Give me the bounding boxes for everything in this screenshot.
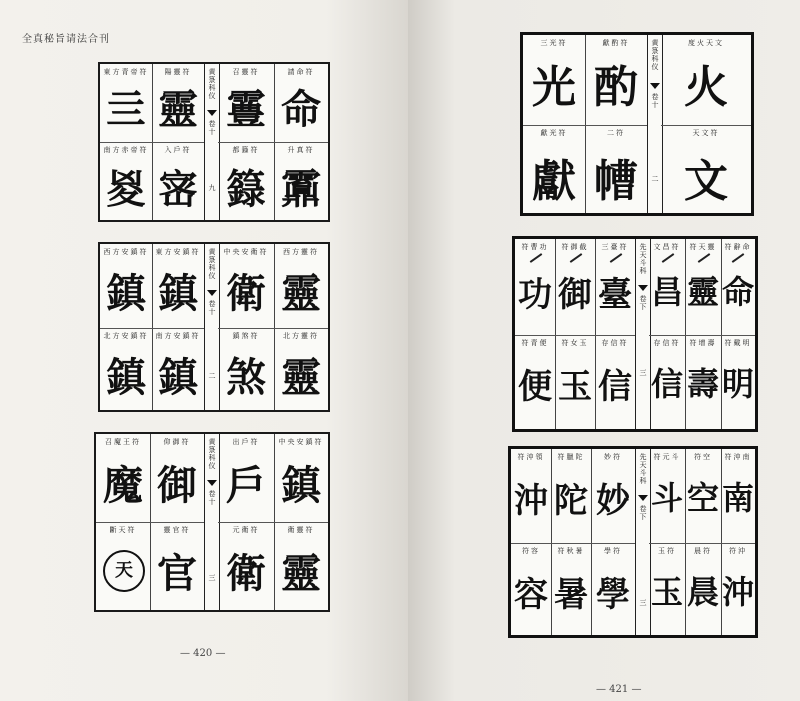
divider: [555, 335, 595, 336]
talisman-label: 鎮煞符: [232, 332, 260, 340]
talisman-label: 東方安鎮符: [155, 248, 201, 256]
talisman-label: 符御截: [561, 243, 589, 251]
brush-tick: [570, 253, 583, 263]
talisman-label: 符空: [694, 453, 712, 461]
divider: [274, 142, 328, 143]
divider: [551, 543, 591, 544]
divider: [595, 335, 635, 336]
talisman-glyph: 御: [558, 275, 592, 315]
talisman-glyph: 籙: [226, 166, 266, 213]
talisman-label: 玉符: [658, 547, 676, 555]
talisman-glyph: 文: [684, 156, 728, 207]
talisman-label: 晨符: [694, 547, 712, 555]
talisman-label: 北方靈符: [283, 332, 319, 340]
talisman-label: 仰御符: [163, 438, 191, 446]
talisman-glyph: 陀: [554, 481, 588, 521]
talisman-glyph: 沖: [721, 573, 755, 611]
talisman-label: 召魔王符: [105, 438, 141, 446]
spine-mark-text: 九: [208, 184, 216, 192]
talisman-glyph: 功: [518, 275, 552, 315]
talisman-label: 獻光符: [540, 129, 568, 137]
talisman-label: 二符: [607, 129, 625, 137]
talisman-label: 東方青帝符: [103, 68, 149, 76]
talisman-label: 北方安鎮符: [103, 332, 149, 340]
running-title: 全真秘旨请法合刊: [22, 34, 110, 45]
divider: [591, 543, 635, 544]
divider: [649, 335, 685, 336]
divider: [274, 522, 328, 523]
divider: [218, 328, 274, 329]
fish-tail-mark: [638, 285, 648, 291]
spine-mark-text: 三: [639, 369, 647, 377]
talisman-label: 妙符: [604, 453, 622, 461]
divider: [218, 522, 274, 523]
divider: [100, 142, 152, 143]
spine-title: 先天斗科: [639, 243, 647, 275]
talisman-glyph: 衛: [226, 270, 266, 317]
divider: [721, 335, 755, 336]
talisman-panel: [98, 62, 330, 222]
talisman-label: 三光符: [540, 39, 568, 47]
fish-tail-mark: [638, 495, 648, 501]
talisman-label: 文昌符: [653, 243, 681, 251]
talisman-glyph: 南: [721, 479, 755, 517]
brush-tick: [698, 253, 711, 263]
talisman-glyph: 靈: [281, 354, 321, 401]
talisman-label: 存信符: [653, 339, 681, 347]
spine-volume: 卷十: [208, 490, 216, 506]
talisman-glyph: 信: [598, 367, 632, 407]
talisman-column: [218, 244, 275, 410]
talisman-label: 元衛符: [232, 526, 260, 534]
talisman-column: [551, 449, 592, 635]
talisman-column: [511, 449, 552, 635]
page-number: — 421 —: [596, 684, 642, 695]
talisman-label: 南方赤帝符: [103, 146, 149, 154]
talisman-column: [150, 434, 205, 610]
talisman-column: [274, 434, 328, 610]
talisman-glyph: 容: [514, 575, 548, 615]
talisman-label: 符天靈: [689, 243, 717, 251]
talisman-label: 符元斗: [653, 453, 681, 461]
talisman-label: 西方安鎮符: [103, 248, 149, 256]
talisman-label: 符沖: [729, 547, 747, 555]
talisman-label: 符增壽: [689, 339, 717, 347]
talisman-column: [218, 64, 275, 220]
talisman-glyph: 臺: [598, 275, 632, 315]
spine-volume: 卷下: [639, 505, 647, 521]
talisman-label: 陽靈符: [164, 68, 192, 76]
talisman-label: 符戴明: [724, 339, 752, 347]
divider: [511, 543, 551, 544]
talisman-label: 存信符: [601, 339, 629, 347]
talisman-glyph: 鎮: [106, 354, 146, 401]
talisman-glyph: 靈: [281, 550, 321, 597]
talisman-label: 符秋暑: [557, 547, 585, 555]
talisman-column: [555, 239, 596, 429]
talisman-label: 獻酌符: [602, 39, 630, 47]
talisman-glyph: 玉: [558, 367, 592, 407]
talisman-column: [595, 239, 636, 429]
talisman-label: 西方靈符: [283, 248, 319, 256]
talisman-label: 請命符: [287, 68, 315, 76]
spine-title: 黄箓科仪: [651, 39, 659, 71]
talisman-label: 靈官符: [163, 526, 191, 534]
page-number: — 420 —: [180, 648, 226, 659]
talisman-glyph: 㚇: [106, 166, 146, 213]
talisman-column: [649, 449, 686, 635]
talisman-glyph: 靈: [158, 86, 198, 133]
divider: [661, 125, 751, 126]
talisman-glyph: 明: [721, 365, 755, 403]
brush-tick: [530, 253, 543, 263]
talisman-glyph: 學: [596, 575, 630, 615]
talisman-label: 符辭命: [724, 243, 752, 251]
talisman-column: [100, 244, 153, 410]
talisman-column: [685, 239, 722, 429]
talisman-column: [685, 449, 722, 635]
divider: [150, 522, 204, 523]
talisman-column: [152, 64, 205, 220]
spine-mark-text: 三: [208, 574, 216, 582]
talisman-column: [649, 239, 686, 429]
talisman-glyph: 御: [157, 462, 197, 509]
fish-tail-mark: [207, 110, 217, 116]
spine-volume: 卷下: [639, 295, 647, 311]
talisman-glyph: 暑: [554, 575, 588, 615]
talisman-column: [274, 64, 328, 220]
divider: [96, 522, 150, 523]
brush-tick: [610, 253, 623, 263]
talisman-column: [721, 449, 755, 635]
spine-volume: 卷十: [651, 93, 659, 109]
talisman-glyph: 鎮: [158, 354, 198, 401]
talisman-glyph: 鎮: [158, 270, 198, 317]
spine-mark-text: 三: [639, 599, 647, 607]
talisman-glyph: 信: [650, 365, 684, 403]
talisman-label: 都籙符: [232, 146, 260, 154]
talisman-label: 召靈符: [232, 68, 260, 76]
talisman-column: [152, 244, 205, 410]
talisman-glyph: 䨶: [281, 166, 321, 213]
divider: [152, 328, 204, 329]
talisman-glyph: 鎮: [281, 462, 321, 509]
talisman-glyph: 玉: [650, 573, 684, 611]
talisman-label: 南方安鎮符: [155, 332, 201, 340]
talisman-glyph: 鎮: [106, 270, 146, 317]
talisman-glyph: 霻: [226, 86, 266, 133]
talisman-column: [721, 239, 755, 429]
talisman-glyph: 火: [684, 62, 728, 113]
talisman-label: 符青便: [521, 339, 549, 347]
talisman-label: 三臺符: [601, 243, 629, 251]
talisman-glyph: 昌: [650, 273, 684, 311]
talisman-label: 符沖領: [517, 453, 545, 461]
divider: [218, 142, 274, 143]
talisman-glyph: 命: [721, 273, 755, 311]
talisman-label: 天文符: [692, 129, 720, 137]
talisman-glyph: 戶: [226, 462, 266, 509]
talisman-label: 符容: [522, 547, 540, 555]
talisman-panel: [520, 32, 754, 216]
talisman-glyph: 靈: [281, 270, 321, 317]
talisman-panel: [512, 236, 758, 432]
talisman-column: [523, 35, 586, 213]
talisman-glyph: 宻: [158, 166, 198, 213]
fish-tail-mark: [650, 83, 660, 89]
talisman-glyph: 壽: [686, 365, 720, 403]
talisman-label: 升真符: [287, 146, 315, 154]
talisman-glyph: 煞: [226, 354, 266, 401]
talisman-panel: [98, 242, 330, 412]
divider: [585, 125, 647, 126]
talisman-label: 中央安衛符: [223, 248, 269, 256]
talisman-label: 衛靈符: [287, 526, 315, 534]
talisman-glyph: 妙: [596, 481, 630, 521]
talisman-column: [274, 244, 328, 410]
talisman-label: 符沖南: [724, 453, 752, 461]
spine-mark-text: 二: [208, 372, 216, 380]
talisman-glyph: 靈: [686, 273, 720, 311]
talisman-panel: [508, 446, 758, 638]
talisman-glyph: 命: [281, 86, 321, 133]
talisman-glyph: 衛: [226, 550, 266, 597]
brush-tick: [732, 253, 745, 263]
fish-tail-mark: [207, 290, 217, 296]
spine-title: 黄箓科仪: [208, 68, 216, 100]
spine-title: 黄箓科仪: [208, 248, 216, 280]
divider: [523, 125, 585, 126]
spine-mark-text: 二: [651, 175, 659, 183]
talisman-column: [661, 35, 751, 213]
divider: [721, 543, 755, 544]
divider: [274, 328, 328, 329]
talisman-label: 符女玉: [561, 339, 589, 347]
talisman-glyph: 空: [686, 479, 720, 517]
talisman-column: [591, 449, 636, 635]
talisman-label: 中央安鎮符: [278, 438, 324, 446]
talisman-column: [585, 35, 648, 213]
divider: [649, 543, 685, 544]
talisman-glyph: 魔: [103, 462, 143, 509]
talisman-glyph: 獻: [532, 156, 576, 207]
talisman-glyph: 㡟: [594, 156, 638, 207]
talisman-glyph: 酌: [594, 62, 638, 113]
talisman-label: 學符: [604, 547, 622, 555]
talisman-column: [218, 434, 275, 610]
divider: [685, 335, 721, 336]
fish-tail-mark: [207, 480, 217, 486]
talisman-glyph: 官: [157, 550, 197, 597]
spine-title: 黄箓科仪: [208, 438, 216, 470]
talisman-label: 度火天文: [688, 39, 724, 47]
talisman-glyph: 便: [518, 367, 552, 407]
talisman-glyph: 光: [532, 62, 576, 113]
talisman-label: 符臘陀: [557, 453, 585, 461]
talisman-label: 出戶符: [232, 438, 260, 446]
brush-tick: [662, 253, 675, 263]
spine-volume: 卷十: [208, 300, 216, 316]
talisman-glyph: 晨: [686, 573, 720, 611]
circular-seal-talisman: 天: [103, 550, 145, 592]
spine-volume: 卷十: [208, 120, 216, 136]
talisman-glyph: 斗: [650, 479, 684, 517]
talisman-label: 斷天符: [109, 526, 137, 534]
divider: [100, 328, 152, 329]
talisman-column: [100, 64, 153, 220]
divider: [685, 543, 721, 544]
talisman-label: 入戶符: [164, 146, 192, 154]
talisman-panel: [94, 432, 330, 612]
talisman-column: [96, 434, 151, 610]
talisman-glyph: 亖: [106, 86, 146, 133]
talisman-column: [515, 239, 556, 429]
divider: [152, 142, 204, 143]
talisman-glyph: 沖: [514, 481, 548, 521]
talisman-label: 符曹功: [521, 243, 549, 251]
spine-title: 先天斗科: [639, 453, 647, 485]
right-page: [408, 0, 800, 701]
divider: [515, 335, 555, 336]
